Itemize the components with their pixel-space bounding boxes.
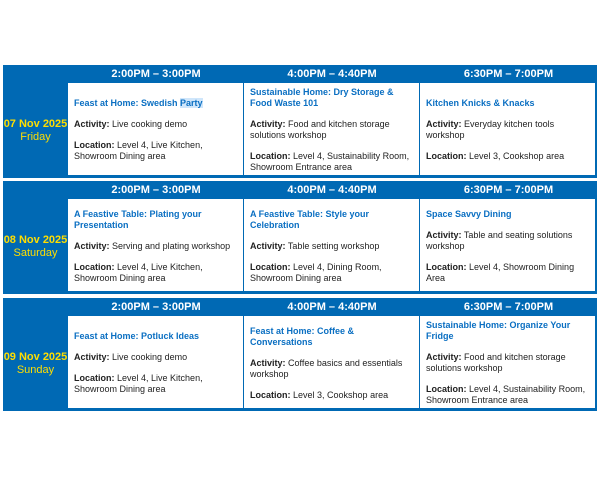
event-activity: Activity: Table setting workshop [250, 240, 380, 251]
event-activity: Activity: Live cooking demo [74, 119, 188, 129]
event-title: A Feastive Table: Style your Celebration [250, 208, 370, 230]
event-cell [68, 316, 243, 408]
event-location: Location: Level 3, Cookshop area [426, 151, 565, 161]
event-title: Kitchen Knicks & Knacks [426, 98, 535, 108]
day-label [3, 298, 68, 411]
day-weekday: Friday [20, 130, 51, 143]
event-activity: Activity: Coffee basics and essentials workshop [250, 357, 403, 379]
day-weekday: Sunday [16, 363, 55, 376]
time-slot-header: 2:00PM – 3:00PM [111, 68, 201, 80]
event-location: Location: Level 4, Showroom Dining Area [426, 261, 575, 283]
event-cell [420, 199, 595, 291]
event-cell [68, 199, 243, 291]
day-weekday: Saturday [13, 246, 58, 259]
schedule-block-09-nov [3, 298, 597, 411]
day-date: 08 Nov 2025 [3, 233, 68, 246]
schedule-block-07-nov [3, 65, 597, 178]
highlighted-word: Party [180, 98, 203, 108]
event-cell [68, 83, 243, 175]
day-date: 09 Nov 2025 [3, 350, 68, 363]
event-location: Location: Level 4, Sustainability Room, Showroom Entrance area [426, 384, 586, 405]
time-slot-header: 4:00PM – 4:40PM [287, 184, 377, 196]
time-slot-header: 4:00PM – 4:40PM [287, 68, 377, 80]
event-title: Sustainable Home: Dry Storage & Food Waste 101 [250, 87, 394, 108]
event-title: Feast at Home: Potluck Ideas [74, 331, 200, 341]
event-title: Space Savvy Dining [426, 208, 512, 219]
day-label [3, 181, 68, 294]
event-title: Feast at Home: Coffee & Conversations [250, 325, 355, 347]
event-activity: Activity: Everyday kitchen tools workshop [426, 119, 555, 140]
event-cell [420, 316, 595, 408]
event-activity: Activity: Food and kitchen storage solutions workshop [426, 352, 566, 373]
event-location: Location: Level 4, Live Kitchen, Showroom Dining area [74, 373, 203, 394]
event-activity: Activity: Live cooking demo [74, 352, 188, 362]
event-location: Location: Level 4, Live Kitchen, Showroom Dining area [74, 261, 203, 283]
event-cell [244, 83, 419, 175]
event-activity: Activity: Table and seating solutions workshop [426, 229, 573, 251]
event-cell [244, 316, 419, 408]
event-title: A Feastive Table: Plating your Presentation [74, 208, 202, 230]
event-cell [420, 83, 595, 175]
event-location: Location: Level 4, Dining Room, Showroom Dining area [250, 261, 382, 283]
event-location: Location: Level 4, Live Kitchen, Showroom Dining area [74, 140, 203, 161]
time-slot-header: 4:00PM – 4:40PM [287, 301, 377, 313]
day-label [3, 65, 68, 178]
time-slot-header: 2:00PM – 3:00PM [111, 184, 201, 196]
event-cell [244, 199, 419, 291]
time-slot-header: 6:30PM – 7:00PM [463, 184, 554, 196]
event-title: Feast at Home: Swedish Party [74, 98, 203, 108]
time-slot-header: 6:30PM – 7:00PM [463, 301, 554, 313]
event-title: Sustainable Home: Organize Your Fridge [426, 320, 571, 341]
schedule-block-08-nov [3, 181, 597, 294]
day-date: 07 Nov 2025 [3, 117, 68, 130]
event-location: Location: Level 4, Sustainability Room, Showroom Entrance area [250, 151, 410, 172]
event-location: Location: Level 3, Cookshop area [250, 389, 389, 400]
time-slot-header: 2:00PM – 3:00PM [111, 301, 201, 313]
event-activity: Activity: Serving and plating workshop [74, 240, 231, 251]
time-slot-header: 6:30PM – 7:00PM [463, 68, 554, 80]
event-activity: Activity: Food and kitchen storage solutions workshop [250, 119, 390, 140]
